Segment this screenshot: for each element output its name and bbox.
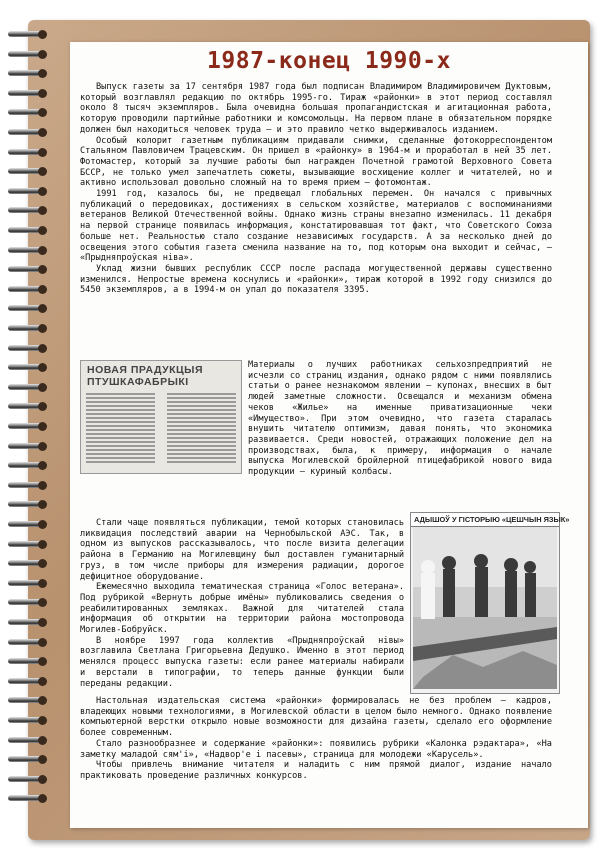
spiral-ring bbox=[8, 714, 48, 726]
photo-clipping bbox=[410, 512, 570, 694]
spiral-ring bbox=[8, 224, 48, 236]
spiral-ring bbox=[8, 87, 48, 99]
paragraph: Ежемесячно выходила тематическая страница «Голос ветерана». Под рубрикой «Вернуть добрые имёны» публиковались сведения о реабилитированных земляках. Важной для читателей стала информация об открытии на территории района мостопровода Могилев-Бобруйск. bbox=[80, 582, 404, 636]
spiral-ring bbox=[8, 283, 48, 295]
spiral-ring bbox=[8, 479, 48, 491]
spiral-ring bbox=[8, 459, 48, 471]
article-text-bottom bbox=[80, 696, 552, 782]
paragraph: В ноябре 1997 года коллектив «Прыдняпроўскай нівы» возглавила Светлана Григорьевна Дедушко. Именно в этот период менялся процесс выпуска газеты: если ранее материалы набирали и верстали в типографии, то теперь данные функции были переданы редакции. bbox=[80, 635, 404, 689]
spiral-ring bbox=[8, 792, 48, 804]
newspaper-clipping bbox=[80, 360, 242, 474]
spiral-ring bbox=[8, 577, 48, 589]
page bbox=[70, 42, 588, 828]
paragraph: Стали чаще появляться публикации, темой которых становилась ликвидация последствий аварии на Чернобыльской АЭС. Так, в одном из выпусков рассказывалось, что после визита делегации района в Германию на Могилевщину был доставлен гуманитарный груз, в том числе приборы для измерения радиации, дорогое дефицитное оборудование. bbox=[80, 518, 404, 582]
spiral-ring bbox=[8, 655, 48, 667]
spiral-ring bbox=[8, 322, 48, 334]
spiral-ring bbox=[8, 694, 48, 706]
spiral-ring bbox=[8, 67, 48, 79]
spiral-ring bbox=[8, 263, 48, 275]
spiral-ring bbox=[8, 773, 48, 785]
paragraph: Стало разнообразнее и содержание «районки»: появились рубрики «Калонка рэдактара», «На заметку маладой сям'і», «Надвор'е і пасевы», страница для молодежи «Карусель». bbox=[80, 738, 552, 760]
spiral-ring bbox=[8, 538, 48, 550]
spiral-ring bbox=[8, 146, 48, 158]
spiral-ring bbox=[8, 518, 48, 530]
spiral-ring bbox=[8, 185, 48, 197]
spiral-ring bbox=[8, 616, 48, 628]
paragraph: Чтобы привлечь внимание читателя и наладить с ним прямой диалог, издание начало практиковать проведение различных конкурсов. bbox=[80, 760, 552, 781]
spiral-ring bbox=[8, 400, 48, 412]
spiral-ring bbox=[8, 557, 48, 569]
paragraph: Выпуск газеты за 17 сентября 1987 года был подписан Владимиром Владимировичем Дуктовым, который возглавлял редакцию по октябрь 1995-го. Тираж «районки» в этот период составлял около 8 тысяч экземпляров. Была очевидна большая пропагандистская и агитационная работа, которую проводили партийные работники и комсомольцы. На первом плане в обязательном порядке должен был находиться человек труда – и это правило четко выдерживалось изданием. bbox=[80, 82, 552, 135]
spiral-ring bbox=[8, 48, 48, 60]
paragraph: Особый колорит газетным публикациям придавали снимки, сделанные фотокорреспондентом Стальяном Павловичем Трацевским. Он пришел в «районку» в 1964-м и проработал в ней 35 лет. Фотомастер, который за лучшие работы был награжден Почетной грамотой Верховного Совета БССР, не только умел запечатлеть сюжеты, вызывающие восхищение коллег и читателей, но и активно использовал довольно сложный на то время прием – фотомонтаж. bbox=[80, 135, 552, 189]
spiral-ring bbox=[8, 106, 48, 118]
spiral-ring bbox=[8, 342, 48, 354]
spiral-ring bbox=[8, 381, 48, 393]
paragraph: Настольная издательская система «районки» формировалась не без проблем – кадров, владеющих новыми технологиями, в Могилевской области в целом было немного. Однако появление компьютерной верстки открыло новые возможности для дизайна газеты, сделало его оформление более современным. bbox=[80, 696, 552, 739]
spiral-ring bbox=[8, 28, 48, 40]
spiral-ring bbox=[8, 302, 48, 314]
photo-caption: АДЫШОЎ У ГІСТОРЫЮ «ЦЕШЧЫН ЯЗЫК» bbox=[411, 513, 559, 527]
spiral-binding bbox=[8, 28, 52, 828]
article-text-wrap2 bbox=[80, 518, 404, 689]
page-title: 1987-конец 1990-х bbox=[207, 48, 451, 74]
paragraph: 1991 год, казалось бы, не предвещал глобальных перемен. Он начался с привычных публикаций о передовиках, достижениях в сельском хозяйстве, материалов с воспоминаниями ветеранов Великой Отечественной войны. Однако жизнь страны внезапно изменилась. 11 декабря на первой странице появилась информация, констатировавшая тот факт, что Советского Союза больше нет. Реальностью стало создание независимых государств. А за несколько дней до освещения этого события газета сменила название на то, под которым она выходит и сейчас, – «Прыдняпроўская ніва». bbox=[80, 189, 552, 264]
spiral-ring bbox=[8, 420, 48, 432]
spiral-ring bbox=[8, 675, 48, 687]
spiral-ring bbox=[8, 126, 48, 138]
spiral-ring bbox=[8, 361, 48, 373]
clipping-column bbox=[167, 393, 236, 469]
clipping-column bbox=[86, 393, 155, 469]
clipping-headline: НОВАЯ ПРАДУКЦЫЯ ПТУШКАФАБРЫКІ bbox=[87, 364, 204, 388]
spiral-ring bbox=[8, 165, 48, 177]
spiral-ring bbox=[8, 440, 48, 452]
spiral-ring bbox=[8, 596, 48, 608]
spiral-ring bbox=[8, 244, 48, 256]
paragraph: Уклад жизни бывших республик СССР после распада могущественной державы существенно изменился. Непростые времена коснулись и «районки», тираж которой в 1992 году снизился до 5450 экземпляров, а в 1994-м он упал до показателя 3395. bbox=[80, 263, 552, 296]
spiral-ring bbox=[8, 734, 48, 746]
spiral-ring bbox=[8, 753, 48, 765]
photo-image bbox=[413, 527, 557, 689]
spiral-ring bbox=[8, 204, 48, 216]
spiral-ring bbox=[8, 636, 48, 648]
paragraph: Материалы о лучших работниках сельхозпредприятий не исчезли со страниц издания, однако рядом с ними появлялись статьи о ранее незнакомом явлении – купонах, внесших в быт людей заметные сложности. Освещался и механизм обмена чеков «Жилье» на именные приватизационные чеки «Имущество». При этом очевидно, что газета старалась внушить читателю оптимизм, давая понять, что экономика развивается. Среди новостей, отражающих положение дел на производствах, была, к примеру, информация о начале выпуска Могилевской бройлерной птицефабрикой нового вида продукции – куриный колбасы. bbox=[248, 360, 552, 478]
article-text-top bbox=[80, 82, 552, 296]
article-text-wrap1 bbox=[248, 360, 552, 478]
spiral-ring bbox=[8, 498, 48, 510]
